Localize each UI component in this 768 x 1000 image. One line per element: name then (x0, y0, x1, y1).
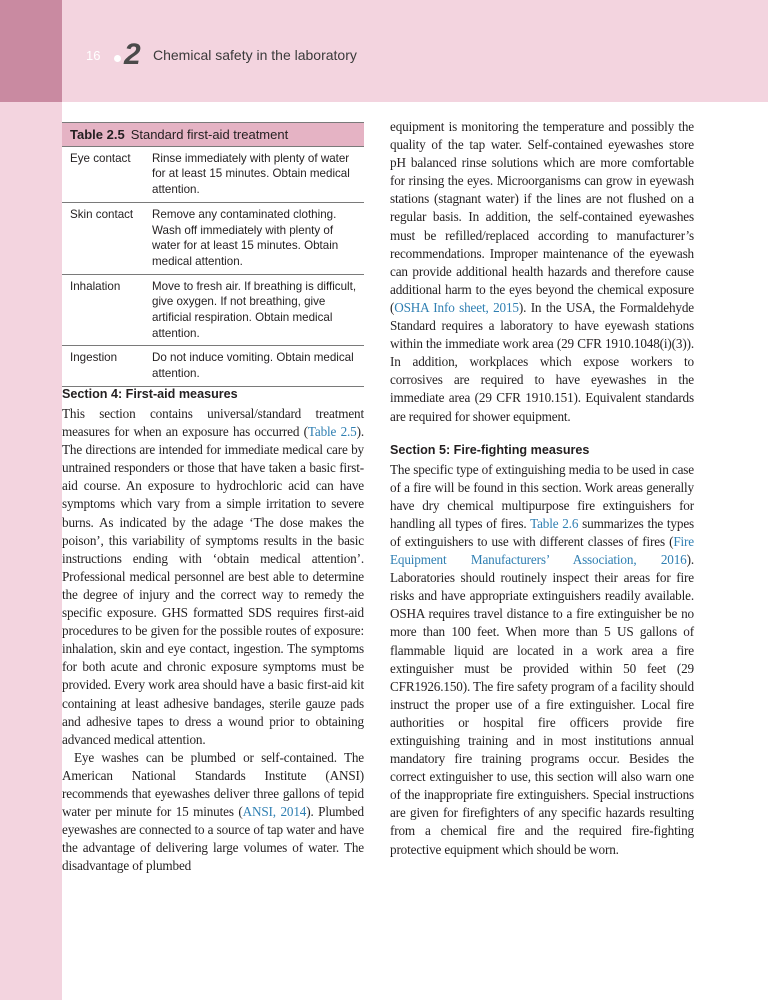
header-band (0, 0, 768, 102)
chapter-number: 2 (124, 38, 141, 71)
section-4-paragraph: This section contains universal/standard treatment measures for when an exposure has occurred (Table 2.5). The directions are intended for immediate medical care by untrained responders or those that have taken a basic first-aid course. An exposure to hydrochloric acid can have symptoms which vary from a simple irritation to severe burns. As indicated by the adage ‘The dose makes the poison’, this variability of symptoms results in the basic instructions ending with ‘obtain medical attention’. Professional medical personnel are best able to determine the degree of injury and the correct way to remedy the specific exposure. GHS formatted SDS requires first-aid procedures to be given for the possible routes of exposure: inhalation, skin and eye contact, ingestion. The symptoms for both acute and chronic exposure symptoms must be provided. Every work area should have a basic first-aid kit containing at least adhesive bandages, sterile gauze pads and adhesive tapes to dress a wound prior to obtaining advanced medical attention. (62, 406, 365, 747)
table-2-6-link[interactable]: Table 2.6 (530, 515, 579, 531)
table-row (62, 147, 364, 202)
table-row (62, 274, 364, 346)
table-row (62, 202, 364, 274)
osha-info-sheet-link[interactable]: OSHA Info sheet, 2015 (394, 299, 519, 315)
table-cell-treatment: Rinse immediately with plenty of water for at least 15 minutes. Obtain medical attention. (152, 151, 350, 197)
table-cell-treatment: Move to fresh air. If breathing is difficult, give oxygen. If not breathing, give artificial respiration. Obtain medical attention. (152, 279, 357, 340)
section-4-heading: Section 4: First-aid measures (62, 387, 238, 401)
table-caption (62, 122, 364, 147)
table-cell-treatment: Do not induce vomiting. Obtain medical attention. (152, 351, 354, 381)
table-cell-treatment: Remove any contaminated clothing. Wash off immediately with plenty of water for at least 15 minutes. Obtain medical attention. (152, 207, 339, 268)
table-cell-route: Eye contact (70, 151, 131, 165)
table-cell-route: Inhalation (70, 279, 121, 293)
table-cell-route: Ingestion (70, 351, 118, 365)
table-2-5-link[interactable]: Table 2.5 (307, 424, 357, 440)
header-corner-block (0, 0, 62, 102)
section-5-heading: Section 5: Fire-fighting measures (390, 442, 590, 457)
chapter-title: Chemical safety in the laboratory (153, 47, 357, 63)
eyewash-paragraph: Eye washes can be plumbed or self-contained. The American National Standards Institute (ANSI) recommends that eyewashes deliver three gallons of tepid water per minute for 15 minutes (ANSI, 2014). Plumbed eyewashes are connected to a source of tap water and have the advantage of delivering large volumes of water. The disadvantage of plumbed (62, 749, 364, 874)
table-cell-route: Skin contact (70, 207, 134, 221)
page-number: 16 (86, 48, 101, 63)
ansi-2014-link[interactable]: ANSI, 2014 (242, 804, 307, 820)
side-color-band (0, 0, 62, 1000)
section-5-paragraph: The specific type of extinguishing media to be used in case of a fire will be found in this section. Work areas generally have dry chemical multipurpose fire extinguishers for handling all types of fires. Table 2.6 summarizes the types of extinguishers to use with different classes of fires (Fire Equipment Manufacturers’ Association, 2016). Laboratories should routinely inspect their areas for fire risks and have appropriate extinguishers readily available. OSHA requires travel distance to a fire extinguisher be no more than 100 feet. When more than 5 US gallons of flammable liquid are located in a work area a fire extinguisher must be provided within 50 feet (29 CFR1926.150). The fire safety program of a facility should instruct the proper use of a fire extinguisher. Local fire authorities or hospital fire officers provide fire extinguishing training and in most institutions annual mandatory fire training programs occur. Besides the correct extinguisher to use, this section will also warn one of the inappropriate fire extinguishers. Special instructions are given for firefighters of any specific hazards resulting from a chemical fire and the required fire-fighting protective equipment which should be worn. (390, 461, 695, 857)
left-column (62, 386, 364, 875)
table-title: Standard first-aid treatment (130, 127, 289, 142)
table-row (62, 345, 364, 385)
first-aid-table (62, 122, 364, 387)
fema-2016-link[interactable]: Fire Equipment Manufacturers’ Association, 2016 (390, 533, 694, 568)
eyewash-continued-paragraph: equipment is monitoring the temperature and possibly the quality of the tap water. Self-contained eyewashes store pH balanced rinse solutions which are more comfortable for rinsing the eyes. Microorganisms can grow in eyewash stations (stagnant water) if the lines are not flushed on a regular basis. In addition, the self-contained eyewashes must be refilled/replaced according to manufacturer’s recommendations. Improper maintenance of the eyewash can provide additional health hazards and therefore cause additional harm to the eyes beyond the chemical exposure (OSHA Info sheet, 2015). In the USA, the Formaldehyde Standard requires a laboratory to have eyewash stations within the immediate work area (29 CFR 1910.1048(i)(3)). In addition, workplaces which expose workers to corrosives are required to have eyewashes in the immediate area (29 CFR 1910.151). Equivalent standards are required for shower equipment. (390, 119, 694, 424)
right-column (390, 118, 694, 859)
bullet-dot-icon (114, 55, 121, 62)
table-label: Table 2.5 (70, 127, 125, 142)
